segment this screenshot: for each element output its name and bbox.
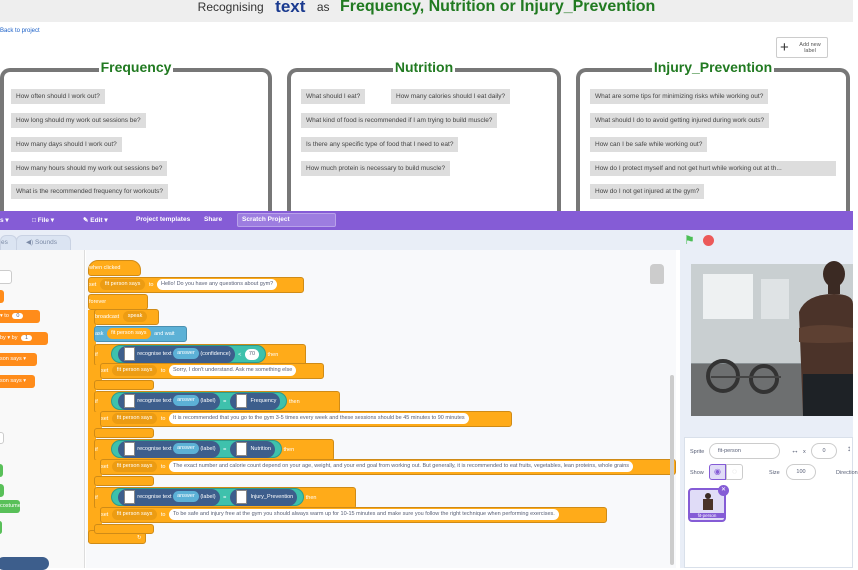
menu-fragment: s ▾ [0, 217, 9, 224]
training-example[interactable]: What should I do to avoid getting injured during work outs? [590, 113, 769, 128]
bucket-title: Nutrition [394, 59, 454, 75]
if-confidence-block[interactable]: if recognise text answer (confidence) < 70 then [94, 344, 306, 366]
training-example[interactable]: What are some tips for minimizing risks while working out? [590, 89, 768, 104]
project-templates-menu[interactable]: Project templates [136, 216, 191, 223]
training-example[interactable]: How do I protect myself and not get hurt while working out at th... [590, 161, 836, 176]
training-example[interactable]: What is the recommended frequency for workouts? [11, 184, 168, 199]
ml-model-icon [236, 442, 247, 456]
set-sorry-block[interactable]: set fit person says to Sorry, I don't understand. Ask me something else [100, 363, 324, 379]
palette-block[interactable]: costume [0, 500, 20, 513]
x-input[interactable]: 0 [811, 443, 837, 459]
bucket-injury-prevention [576, 59, 850, 218]
palette-block[interactable] [0, 521, 2, 534]
if-injury-block[interactable]: if recognise text answer (label) = Injury_Prevention then [94, 487, 356, 509]
palette-block[interactable] [0, 464, 3, 477]
stage-canvas[interactable] [691, 264, 853, 416]
palette-block[interactable]: son says ▾ [0, 353, 37, 366]
set-frequency-answer-block[interactable]: set fit person says to It is recommended that you go to the gym 3-5 times every week and these sessions should be 45 minutes to 90 minutes [100, 411, 512, 427]
training-example[interactable]: What should I eat? [301, 89, 365, 104]
training-example[interactable]: Is there any specific type of food that I need to eat? [301, 137, 458, 152]
palette-input[interactable] [0, 270, 12, 284]
training-example[interactable]: How many hours should my work out sessions be? [11, 161, 167, 176]
show-label: Show [690, 470, 704, 476]
set-greeting-block[interactable]: set fit person says to Hello! Do you have any questions about gym? [88, 277, 304, 293]
sprite-thumbnail-name: fit-person [690, 513, 724, 518]
header-type: text [275, 0, 306, 16]
editor-tabs [0, 230, 853, 250]
sprite-name-input[interactable]: fit-person [709, 443, 780, 459]
share-button[interactable]: Share [204, 216, 223, 223]
ml-model-icon [124, 394, 135, 408]
size-input[interactable]: 100 [786, 464, 816, 480]
palette-block[interactable] [0, 557, 49, 570]
header-prefix: Recognising [197, 0, 264, 14]
tab-sounds[interactable]: ◀) Sounds [16, 235, 71, 251]
project-title-input[interactable]: Scratch Project [237, 213, 336, 227]
scratch-menu-bar [0, 211, 853, 230]
size-label: Size [769, 470, 780, 476]
forever-block[interactable]: forever [88, 294, 148, 310]
training-example[interactable]: How do I not get injured at the gym? [590, 184, 704, 199]
equals-operator: recognise text answer (label) = Nutrition [111, 440, 282, 458]
training-example[interactable]: How often should I work out? [11, 89, 105, 104]
bucket-nutrition [287, 59, 561, 218]
sprite-watermark-icon [650, 264, 664, 284]
if-end [94, 524, 154, 534]
sprite-thumbnail[interactable] [688, 488, 726, 522]
set-nutrition-answer-block[interactable]: set fit person says to The exact number and calorie count depend on your age, weight, and your end goal from working out. But generally, it is recommended to eat fruits, vegetables, lean proteins, whole grains [100, 459, 676, 475]
y-arrows-icon: ↕ [847, 444, 851, 453]
stop-icon[interactable] [703, 235, 714, 246]
header-labels: Frequency, Nutrition or Injury_Prevention [340, 0, 656, 15]
ask-and-wait-block[interactable]: ask fit person says and wait [94, 326, 187, 342]
block-palette [0, 250, 85, 568]
stage-pane [680, 250, 858, 568]
equals-operator: recognise text answer (label) = Injury_Prevention [111, 488, 304, 506]
training-example[interactable]: How can I be safe while working out? [590, 137, 707, 152]
if-end [94, 476, 154, 486]
when-flag-clicked-block[interactable]: when clicked [88, 260, 141, 276]
ml-model-icon [236, 490, 247, 504]
show-visible-eye-icon[interactable]: ◉ [709, 464, 726, 480]
sprite-info-panel [684, 437, 858, 568]
add-label-button[interactable] [776, 37, 828, 58]
recognise-header [0, 0, 853, 22]
hide-sprite-eye-icon[interactable]: ◌ [726, 464, 743, 480]
trash-icon[interactable]: ✕ [718, 485, 729, 496]
x-arrows-icon: ↔ [791, 446, 799, 455]
plus-icon: + [780, 39, 789, 56]
tab-costumes[interactable]: es [0, 235, 17, 251]
file-menu[interactable]: □ File ▾ [32, 217, 55, 224]
code-area[interactable] [86, 250, 676, 568]
if-end [94, 380, 154, 390]
training-example[interactable]: How long should my work out sessions be? [11, 113, 146, 128]
add-label-text: Add new label [799, 42, 821, 54]
set-injury-answer-block[interactable]: set fit person says to To be safe and injury free at the gym you should always warm up for 10-15 minutes and make sure you follow the right technique when performing exercises. [100, 507, 607, 523]
broadcast-block[interactable]: broadcast speak [94, 309, 159, 325]
sprite-thumbnail-icon [702, 492, 714, 510]
ml-model-icon [236, 394, 247, 408]
palette-input[interactable] [0, 432, 4, 444]
training-example[interactable]: What kind of food is recommended if I am trying to build muscle? [301, 113, 497, 128]
edit-menu[interactable]: ✎ Edit ▾ [83, 217, 108, 224]
palette-block[interactable]: by ▾ by 1 [0, 332, 48, 345]
palette-block[interactable]: son says ▾ [0, 375, 35, 388]
training-example[interactable]: How many days should I work out? [11, 137, 122, 152]
equals-operator: recognise text answer (label) = Frequency [111, 392, 287, 410]
header-as: as [316, 0, 330, 14]
direction-label: Direction [836, 470, 858, 476]
back-to-project-link[interactable]: Back to project [0, 28, 40, 34]
palette-block[interactable] [0, 290, 4, 303]
x-label: x [803, 449, 806, 455]
if-nutrition-block[interactable]: if recognise text answer (label) = Nutrition then [94, 439, 334, 461]
bucket-title: Injury_Prevention [653, 59, 773, 75]
if-frequency-block[interactable]: if recognise text answer (label) = Frequency then [94, 391, 340, 413]
training-example[interactable]: How many calories should I eat daily? [391, 89, 510, 104]
green-flag-icon[interactable]: ⚑ [684, 233, 695, 247]
bucket-frequency [0, 59, 272, 218]
forever-end: ↻ [88, 530, 146, 544]
code-scrollbar[interactable] [670, 375, 674, 565]
sprite-label: Sprite [690, 449, 705, 455]
if-end [94, 428, 154, 438]
palette-block[interactable]: ▾ to 0 [0, 310, 40, 323]
palette-block[interactable] [0, 484, 4, 497]
training-example[interactable]: How much protein is necessary to build muscle? [301, 161, 450, 176]
ml-model-icon [124, 442, 135, 456]
ml-model-icon [124, 490, 135, 504]
ml-model-icon [124, 347, 135, 361]
sound-icon: ◀) [26, 239, 34, 246]
less-than-operator: recognise text answer (confidence) < 70 [111, 345, 266, 363]
bucket-title: Frequency [100, 59, 172, 75]
